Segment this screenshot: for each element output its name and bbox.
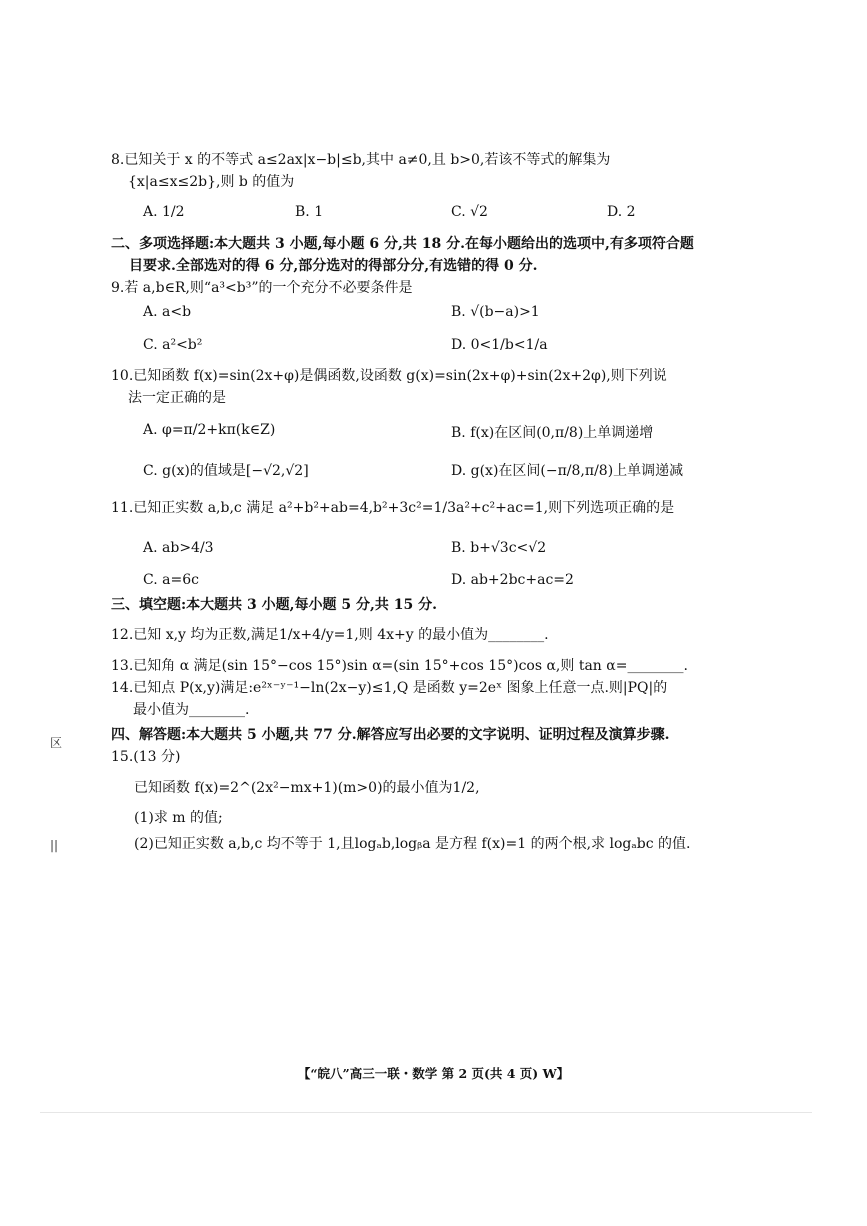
q10-line1: 10.已知函数 f(x)=sin(2x+φ)是偶函数,设函数 g(x)=sin(2x+φ)+sin(2x+2φ),则下列说: [111, 368, 667, 384]
q9-option-d: D. 0<1/b<1/a: [451, 337, 548, 353]
q10-option-c: C. g(x)的值域是[−√2,√2]: [143, 463, 309, 479]
q10-option-a: A. φ=π/2+kπ(k∈Z): [143, 422, 276, 438]
q8-line2: {x|a≤x≤2b},则 b 的值为: [128, 174, 295, 190]
q10-option-d: D. g(x)在区间(−π/8,π/8)上单调递减: [451, 463, 684, 479]
q10-line2: 法一定正确的是: [128, 390, 226, 406]
q12-text: 12.已知 x,y 均为正数,满足1/x+4/y=1,则 4x+y 的最小值为________.: [111, 627, 549, 643]
section3-heading: 三、填空题:本大题共 3 小题,每小题 5 分,共 15 分.: [111, 597, 437, 613]
q8-line1: 8.已知关于 x 的不等式 a≤2ax|x−b|≤b,其中 a≠0,且 b>0,若该不等式的解集为: [111, 152, 611, 168]
q8-option-d: D. 2: [607, 204, 636, 220]
q13-text: 13.已知角 α 满足(sin 15°−cos 15°)sin α=(sin 15°+cos 15°)cos α,则 tan α=________.: [111, 658, 688, 674]
q11-stem: 11.已知正实数 a,b,c 满足 a²+b²+ab=4,b²+3c²=1/3a²+c²+ac=1,则下列选项正确的是: [111, 500, 675, 516]
q8-option-c: C. √2: [451, 204, 488, 220]
section2-heading-line2: 目要求.全部选对的得 6 分,部分选对的得部分分,有选错的得 0 分.: [129, 258, 538, 274]
q8-option-a: A. 1/2: [143, 204, 185, 220]
q15-stem: 已知函数 f(x)=2^(2x²−mx+1)(m>0)的最小值为1/2,: [134, 780, 480, 796]
q15-part2: (2)已知正实数 a,b,c 均不等于 1,且logₐb,logᵦa 是方程 f(x)=1 的两个根,求 logₐbc 的值.: [134, 836, 691, 852]
q9-stem: 9.若 a,b∈R,则“a³<b³”的一个充分不必要条件是: [111, 280, 413, 296]
section4-heading: 四、解答题:本大题共 5 小题,共 77 分.解答应写出必要的文字说明、证明过程及演算步骤.: [111, 727, 670, 743]
q11-option-d: D. ab+2bc+ac=2: [451, 572, 574, 588]
q9-option-b: B. √(b−a)>1: [451, 304, 540, 320]
margin-mark-top: 区: [50, 736, 63, 750]
q9-option-c: C. a²<b²: [143, 337, 203, 353]
section2-heading-line1: 二、多项选择题:本大题共 3 小题,每小题 6 分,共 18 分.在每小题给出的选项中,有多项符合题: [111, 236, 694, 252]
q11-option-b: B. b+√3c<√2: [451, 540, 547, 556]
q14-line2: 最小值为________.: [133, 702, 250, 718]
q9-option-a: A. a<b: [143, 304, 192, 320]
page-footer: 【“皖八”高三一联・数学 第 2 页(共 4 页) W】: [297, 1066, 570, 1081]
q10-option-b: B. f(x)在区间(0,π/8)上单调递增: [451, 425, 654, 441]
bottom-rule: [40, 1112, 812, 1113]
q15-part1: (1)求 m 的值;: [134, 810, 223, 826]
q11-option-a: A. ab>4/3: [143, 540, 214, 556]
q14-line1: 14.已知点 P(x,y)满足:e²ˣ⁻ʸ⁻¹−ln(2x−y)≤1,Q 是函数 y=2eˣ 图象上任意一点.则|PQ|的: [111, 680, 668, 696]
margin-mark-bottom: ||: [50, 838, 59, 852]
q15-header: 15.(13 分): [111, 749, 181, 765]
q8-option-b: B. 1: [295, 204, 324, 220]
q11-option-c: C. a=6c: [143, 572, 199, 588]
